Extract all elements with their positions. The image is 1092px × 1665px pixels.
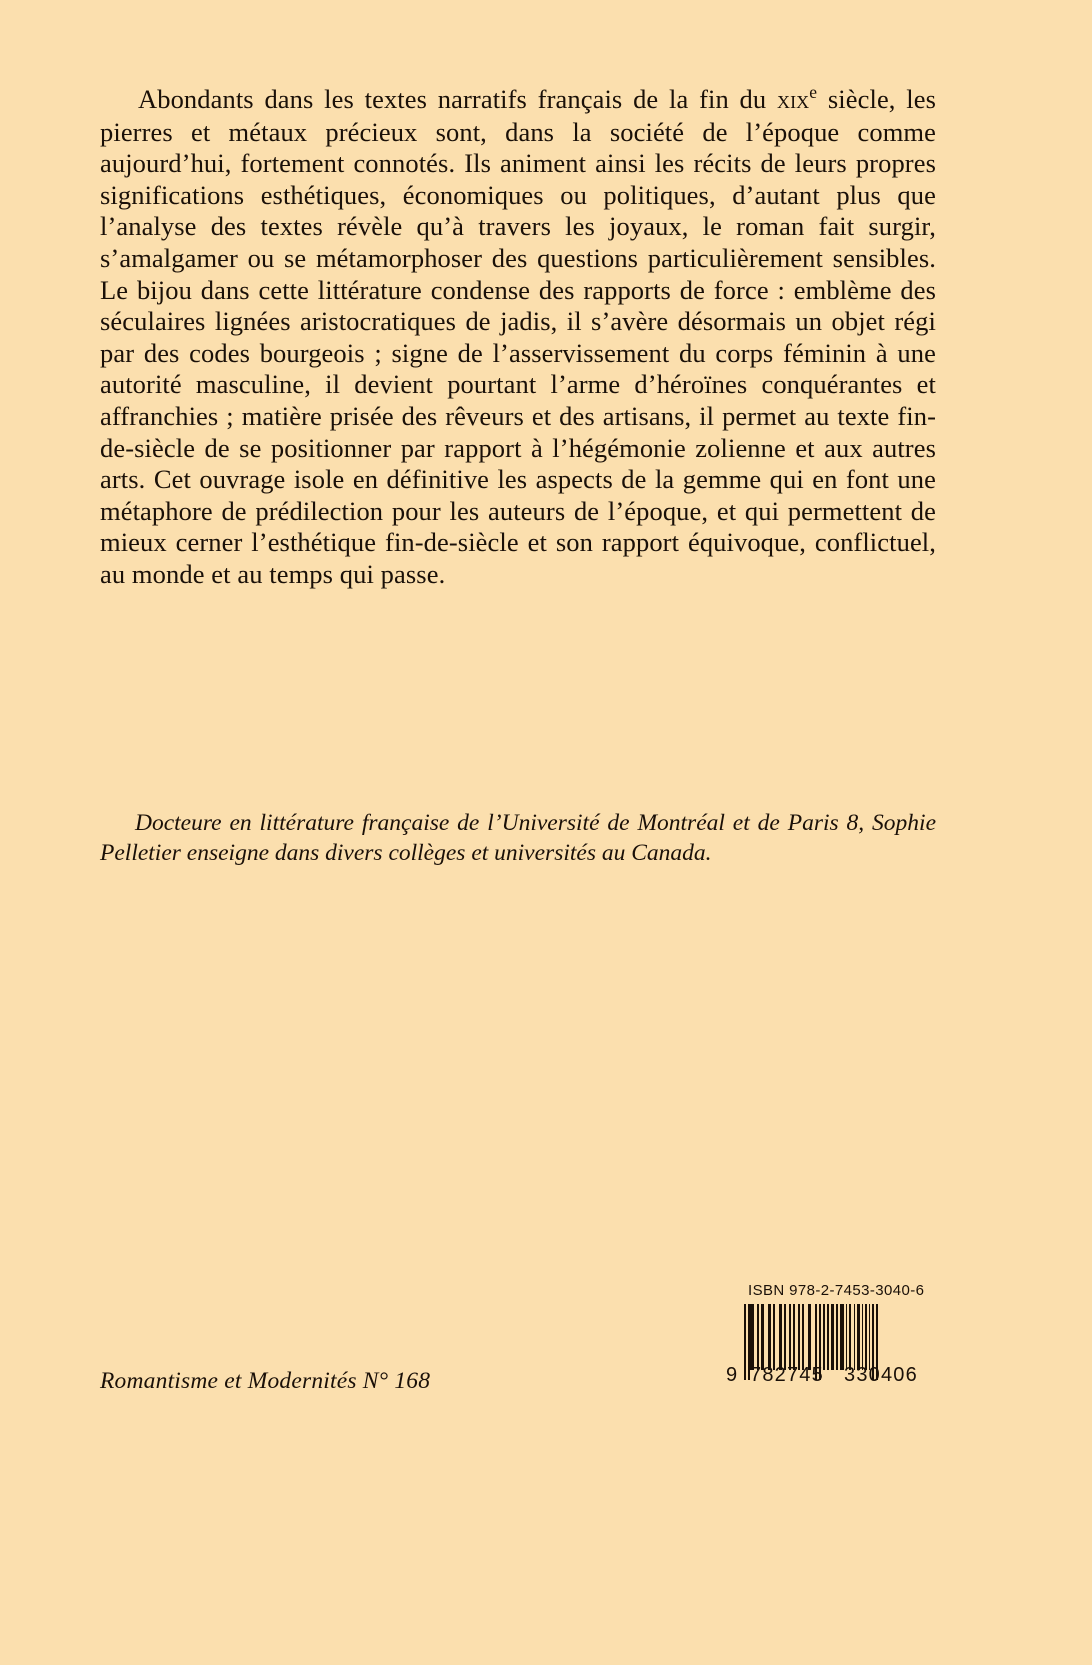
blurb-text-part-1: Abondants dans les textes narratifs français de la fin du <box>138 84 777 114</box>
series-label: Romantisme et Modernités N° 168 <box>100 1368 431 1394</box>
barcode-digits-group-1: 782745 <box>750 1364 824 1386</box>
book-blurb <box>100 84 936 591</box>
century-superscript: e <box>809 82 818 103</box>
blurb-text-part-2: siècle, les pierres et métaux précieux sont, dans la société de l’époque comme aujourd’hui, fortement connotés. Ils animent ainsi les récits de leurs propres significations esthétiques, économiques ou politiques, d’autant plus que l’analyse des textes révèle qu’à travers les joyaux, le roman fait surgir, s’amalgamer ou se métamorphoser des questions particulièrement sensibles. Le bijou dans cette littérature condense des rapports de force : emblème des séculaires lignées aristocratiques de jadis, il s’avère désormais un objet régi par des codes bourgeois ; signe de l’asservissement du corps féminin à une autorité masculine, il devient pourtant l’arme d’héroïnes conquérantes et affranchies ; matière prisée des rêveurs et des artisans, il permet au texte fin-de-siècle de se positionner par rapport à l’hégémonie zolienne et aux autres arts. Cet ouvrage isole en définitive les aspects de la gemme qui en font une métaphore de prédilection pour les auteurs de l’époque, et qui permettent de mieux cerner l’esthétique fin-de-siècle et son rapport équivoque, conflictuel, au monde et au temps qui passe. <box>100 84 937 589</box>
barcode-image <box>726 1304 936 1386</box>
author-bio <box>100 808 936 868</box>
century-smallcaps: xix <box>776 87 810 114</box>
author-bio-text: Docteure en littérature française de l’Université de Montréal et de Paris 8, Sophie Pelletier enseigne dans divers collèges et universités au Canada. <box>100 810 936 866</box>
isbn-label: ISBN 978-2-7453-3040-6 <box>748 1282 925 1299</box>
barcode-digits-group-2: 330406 <box>844 1364 918 1386</box>
barcode-bars <box>744 1304 936 1370</box>
barcode-block <box>726 1282 936 1386</box>
barcode-lead-digit: 9 <box>726 1364 739 1386</box>
